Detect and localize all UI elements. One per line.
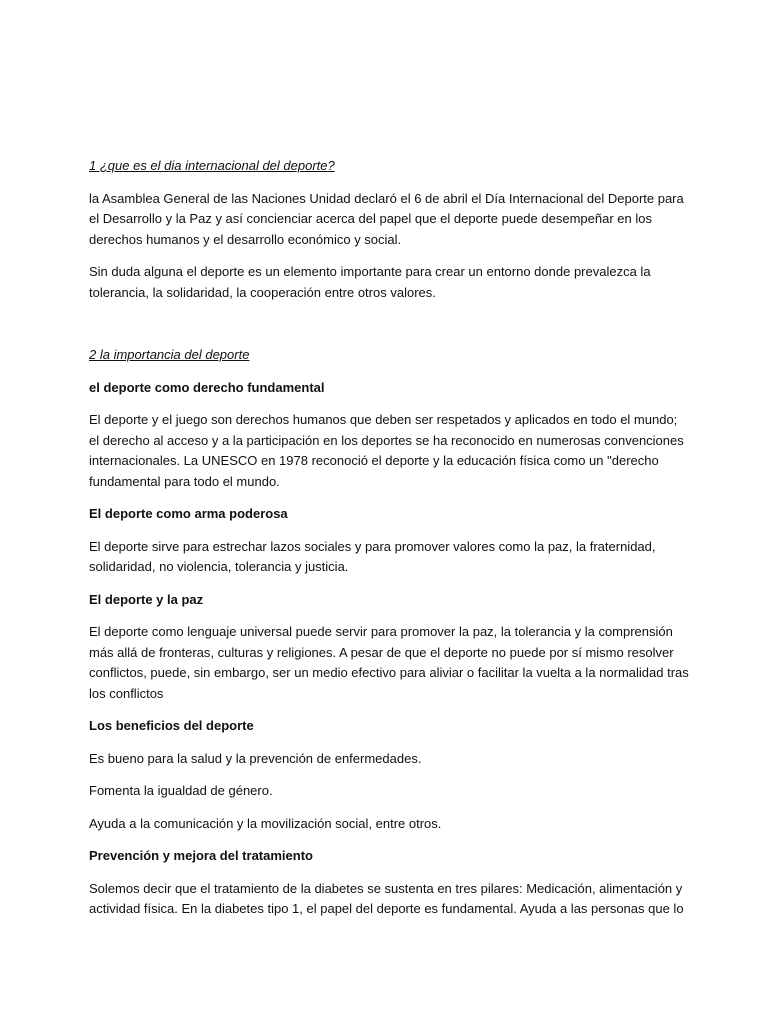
- subsection-text-prevencion: Solemos decir que el tratamiento de la diabetes se sustenta en tres pilares: Medicación, alimentación y actividad física. En la diabetes tipo 1, el papel del deporte es fundamental. Ayuda a las personas que lo: [89, 880, 684, 916]
- document-body: [89, 156, 689, 932]
- subsection-text-paz: El deporte como lenguaje universal puede servir para promover la paz, la tolerancia y la comprensión más allá de fronteras, culturas y religiones. A pesar de que el deporte no puede por sí mismo resolver conflictos, puede, sin embargo, ser un medio efectivo para aliviar o facilitar la vuelta a la normalidad tras los conflictos: [89, 624, 689, 701]
- section-1-heading: 1 ¿que es el dia internacional del deporte?: [89, 158, 335, 173]
- benefit-item: Ayuda a la comunicación y la movilización social, entre otros.: [89, 815, 442, 831]
- subsection-heading-derecho: el deporte como derecho fundamental: [89, 379, 325, 395]
- section-2-heading: 2 la importancia del deporte: [89, 347, 250, 362]
- subsection-text-derecho: El deporte y el juego son derechos humanos que deben ser respetados y aplicados en todo el mundo; el derecho al acceso y a la participación en los deportes se ha reconocido en numerosas convenciones internacionales. La UNESCO en 1978 reconoció el deporte y la educación física como un "derecho fundamental para todo el mundo.: [89, 412, 684, 489]
- subsection-heading-prevencion: Prevención y mejora del tratamiento: [89, 848, 313, 863]
- benefit-item: Es bueno para la salud y la prevención de enfermedades.: [89, 750, 422, 766]
- subsection-heading-beneficios: Los beneficios del deporte: [89, 718, 254, 733]
- benefit-item: Fomenta la igualdad de género.: [89, 783, 273, 798]
- section-1-paragraph: la Asamblea General de las Naciones Unidad declaró el 6 de abril el Día Internacional del Deporte para el Desarrollo y la Paz y así concienciar acerca del papel que el deporte puede desempeñar en los derechos humanos y el desarrollo económico y social.: [89, 190, 684, 247]
- subsection-heading-paz: El deporte y la paz: [89, 591, 204, 607]
- subsection-heading-arma: El deporte como arma poderosa: [89, 506, 288, 521]
- section-1-paragraph: Sin duda alguna el deporte es un elemento importante para crear un entorno donde prevalezca la tolerancia, la solidaridad, la cooperación entre otros valores.: [89, 264, 651, 300]
- subsection-text-arma: El deporte sirve para estrechar lazos sociales y para promover valores como la paz, la fraternidad, solidaridad, no violencia, tolerancia y justicia.: [89, 538, 656, 574]
